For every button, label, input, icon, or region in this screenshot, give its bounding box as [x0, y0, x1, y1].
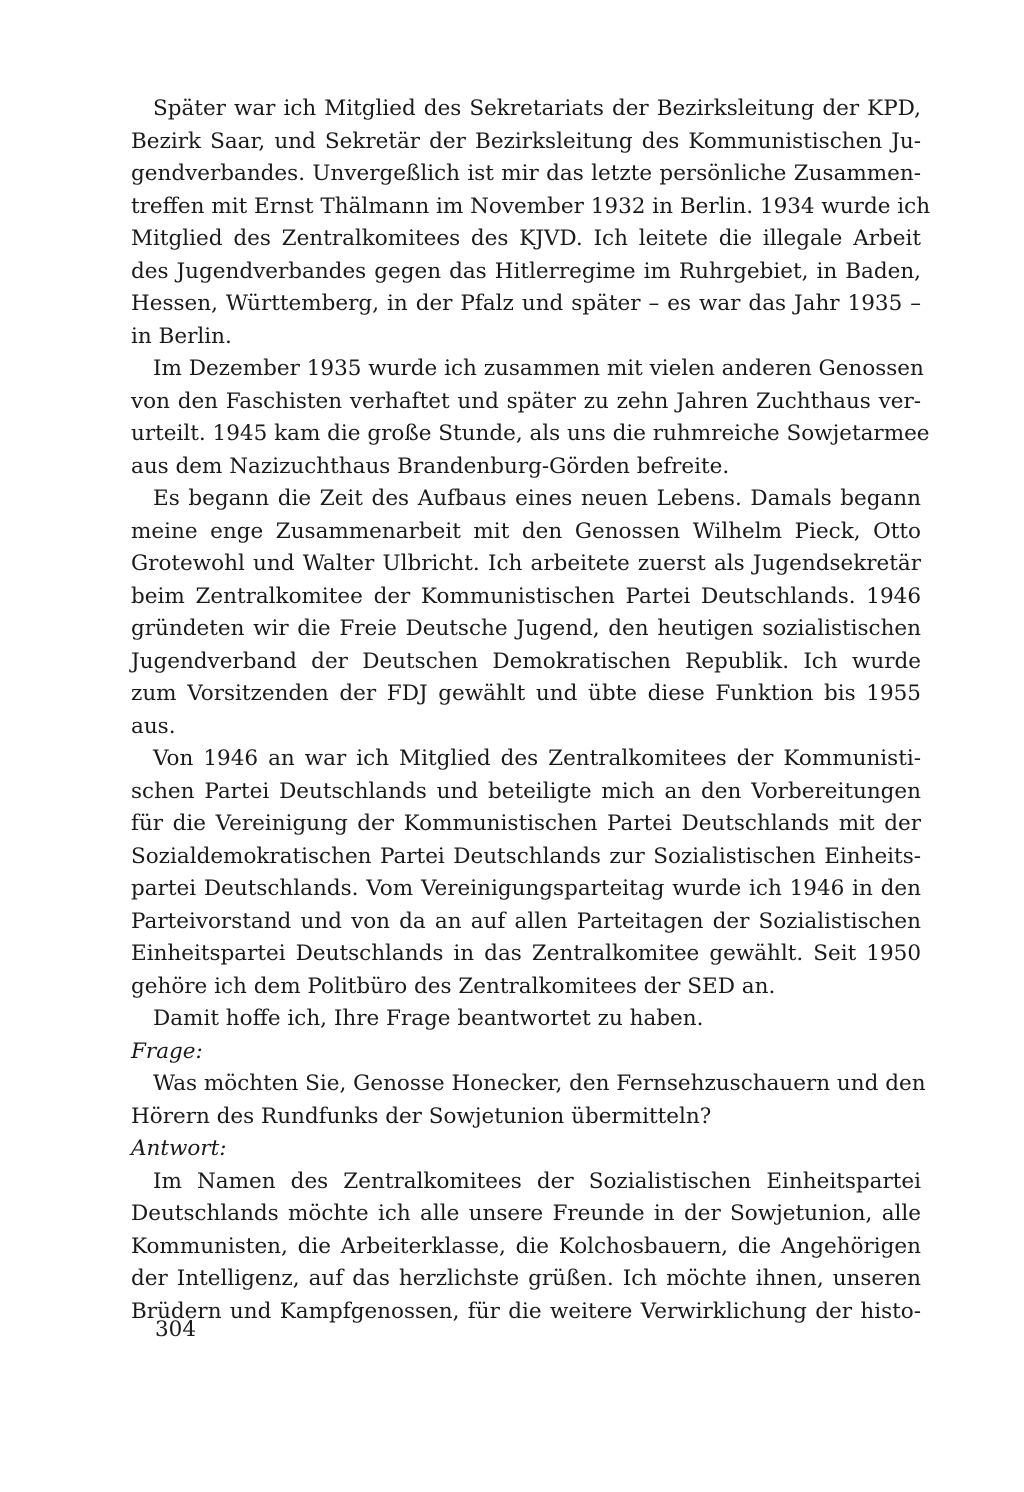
text-line: zum Vorsitzenden der FDJ gewählt und übte diese Funktion bis 1955	[131, 681, 921, 706]
text-line: der Intelligenz, auf das herzlichste grüßen. Ich möchte ihnen, unseren	[131, 1266, 921, 1291]
text-line: Im Dezember 1935 wurde ich zusammen mit vielen anderen Genossen	[153, 356, 924, 381]
text-line: für die Vereinigung der Kommunistischen Partei Deutschlands mit der	[131, 811, 921, 836]
text-line: Deutschlands möchte ich alle unsere Freunde in der Sowjetunion, alle	[131, 1201, 921, 1226]
text-line: von den Faschisten verhaftet und später zu zehn Jahren Zuchthaus ver-	[131, 388, 921, 414]
text-line: Im Namen des Zentralkomitees der Sozialistischen Einheitspartei	[153, 1168, 921, 1194]
text-line: meine enge Zusammenarbeit mit den Genossen Wilhelm Pieck, Otto	[131, 518, 921, 544]
text-line: Es begann die Zeit des Aufbaus eines neuen Lebens. Damals begann	[153, 486, 921, 511]
text-line: schen Partei Deutschlands und beteiligte mich an den Vorbereitungen	[131, 778, 921, 804]
text-line: Hessen, Württemberg, in der Pfalz und später – es war das Jahr 1935 –	[131, 291, 921, 316]
text-line: Parteivorstand und von da an auf allen Parteitagen der Sozialistischen	[131, 908, 921, 934]
text-line: gehöre ich dem Politbüro des Zentralkomitees der SED an.	[131, 973, 776, 999]
text-line: aus.	[131, 713, 176, 739]
text-line: gründeten wir die Freie Deutsche Jugend, den heutigen sozialistischen	[131, 616, 921, 641]
body-text	[131, 93, 931, 1328]
text-line: aus dem Nazizuchthaus Brandenburg-Görden befreite.	[131, 453, 730, 479]
text-line: Damit hoffe ich, Ihre Frage beantwortet zu haben.	[153, 1006, 704, 1031]
text-line: gendverbandes. Unvergeßlich ist mir das letzte persönliche Zusammen-	[131, 161, 921, 186]
section-label: Frage:	[131, 1038, 203, 1064]
text-line: beim Zentralkomitee der Kommunistischen Partei Deutschlands. 1946	[131, 583, 921, 609]
text-line: Jugendverband der Deutschen Demokratischen Republik. Ich wurde	[131, 648, 921, 674]
text-line: des Jugendverbandes gegen das Hitlerregime im Ruhrgebiet, in Baden,	[131, 258, 921, 284]
text-line: Einheitspartei Deutschlands in das Zentralkomitee gewählt. Seit 1950	[131, 941, 921, 966]
text-line: Brüdern und Kampfgenossen, für die weitere Verwirklichung der histo-	[131, 1298, 921, 1324]
page-number: 304	[155, 1317, 197, 1342]
section-label: Antwort:	[131, 1136, 227, 1161]
text-line: Bezirk Saar, und Sekretär der Bezirksleitung des Kommunistischen Ju-	[131, 128, 921, 154]
text-line: in Berlin.	[131, 323, 232, 349]
text-line: Hörern des Rundfunks der Sowjetunion übermitteln?	[131, 1103, 712, 1129]
text-line: Sozialdemokratischen Partei Deutschlands zur Sozialistischen Einheits-	[131, 843, 921, 869]
text-line: Kommunisten, die Arbeiterklasse, die Kolchosbauern, die Angehörigen	[131, 1233, 921, 1259]
text-line: Grotewohl und Walter Ulbricht. Ich arbeitete zuerst als Jugendsekretär	[131, 551, 921, 576]
text-line: Von 1946 an war ich Mitglied des Zentralkomitees der Kommunisti-	[153, 746, 921, 771]
text-line: partei Deutschlands. Vom Vereinigungsparteitag wurde ich 1946 in den	[131, 876, 921, 901]
text-line: Was möchten Sie, Genosse Honecker, den Fernsehzuschauern und den	[153, 1071, 926, 1096]
text-line: Mitglied des Zentralkomitees des KJVD. Ich leitete die illegale Arbeit	[131, 226, 921, 251]
text-line: Später war ich Mitglied des Sekretariats der Bezirksleitung der KPD,	[153, 96, 921, 121]
text-line: treffen mit Ernst Thälmann im November 1932 in Berlin. 1934 wurde ich	[131, 193, 931, 219]
text-line: urteilt. 1945 kam die große Stunde, als uns die ruhmreiche Sowjetarmee	[131, 421, 930, 446]
